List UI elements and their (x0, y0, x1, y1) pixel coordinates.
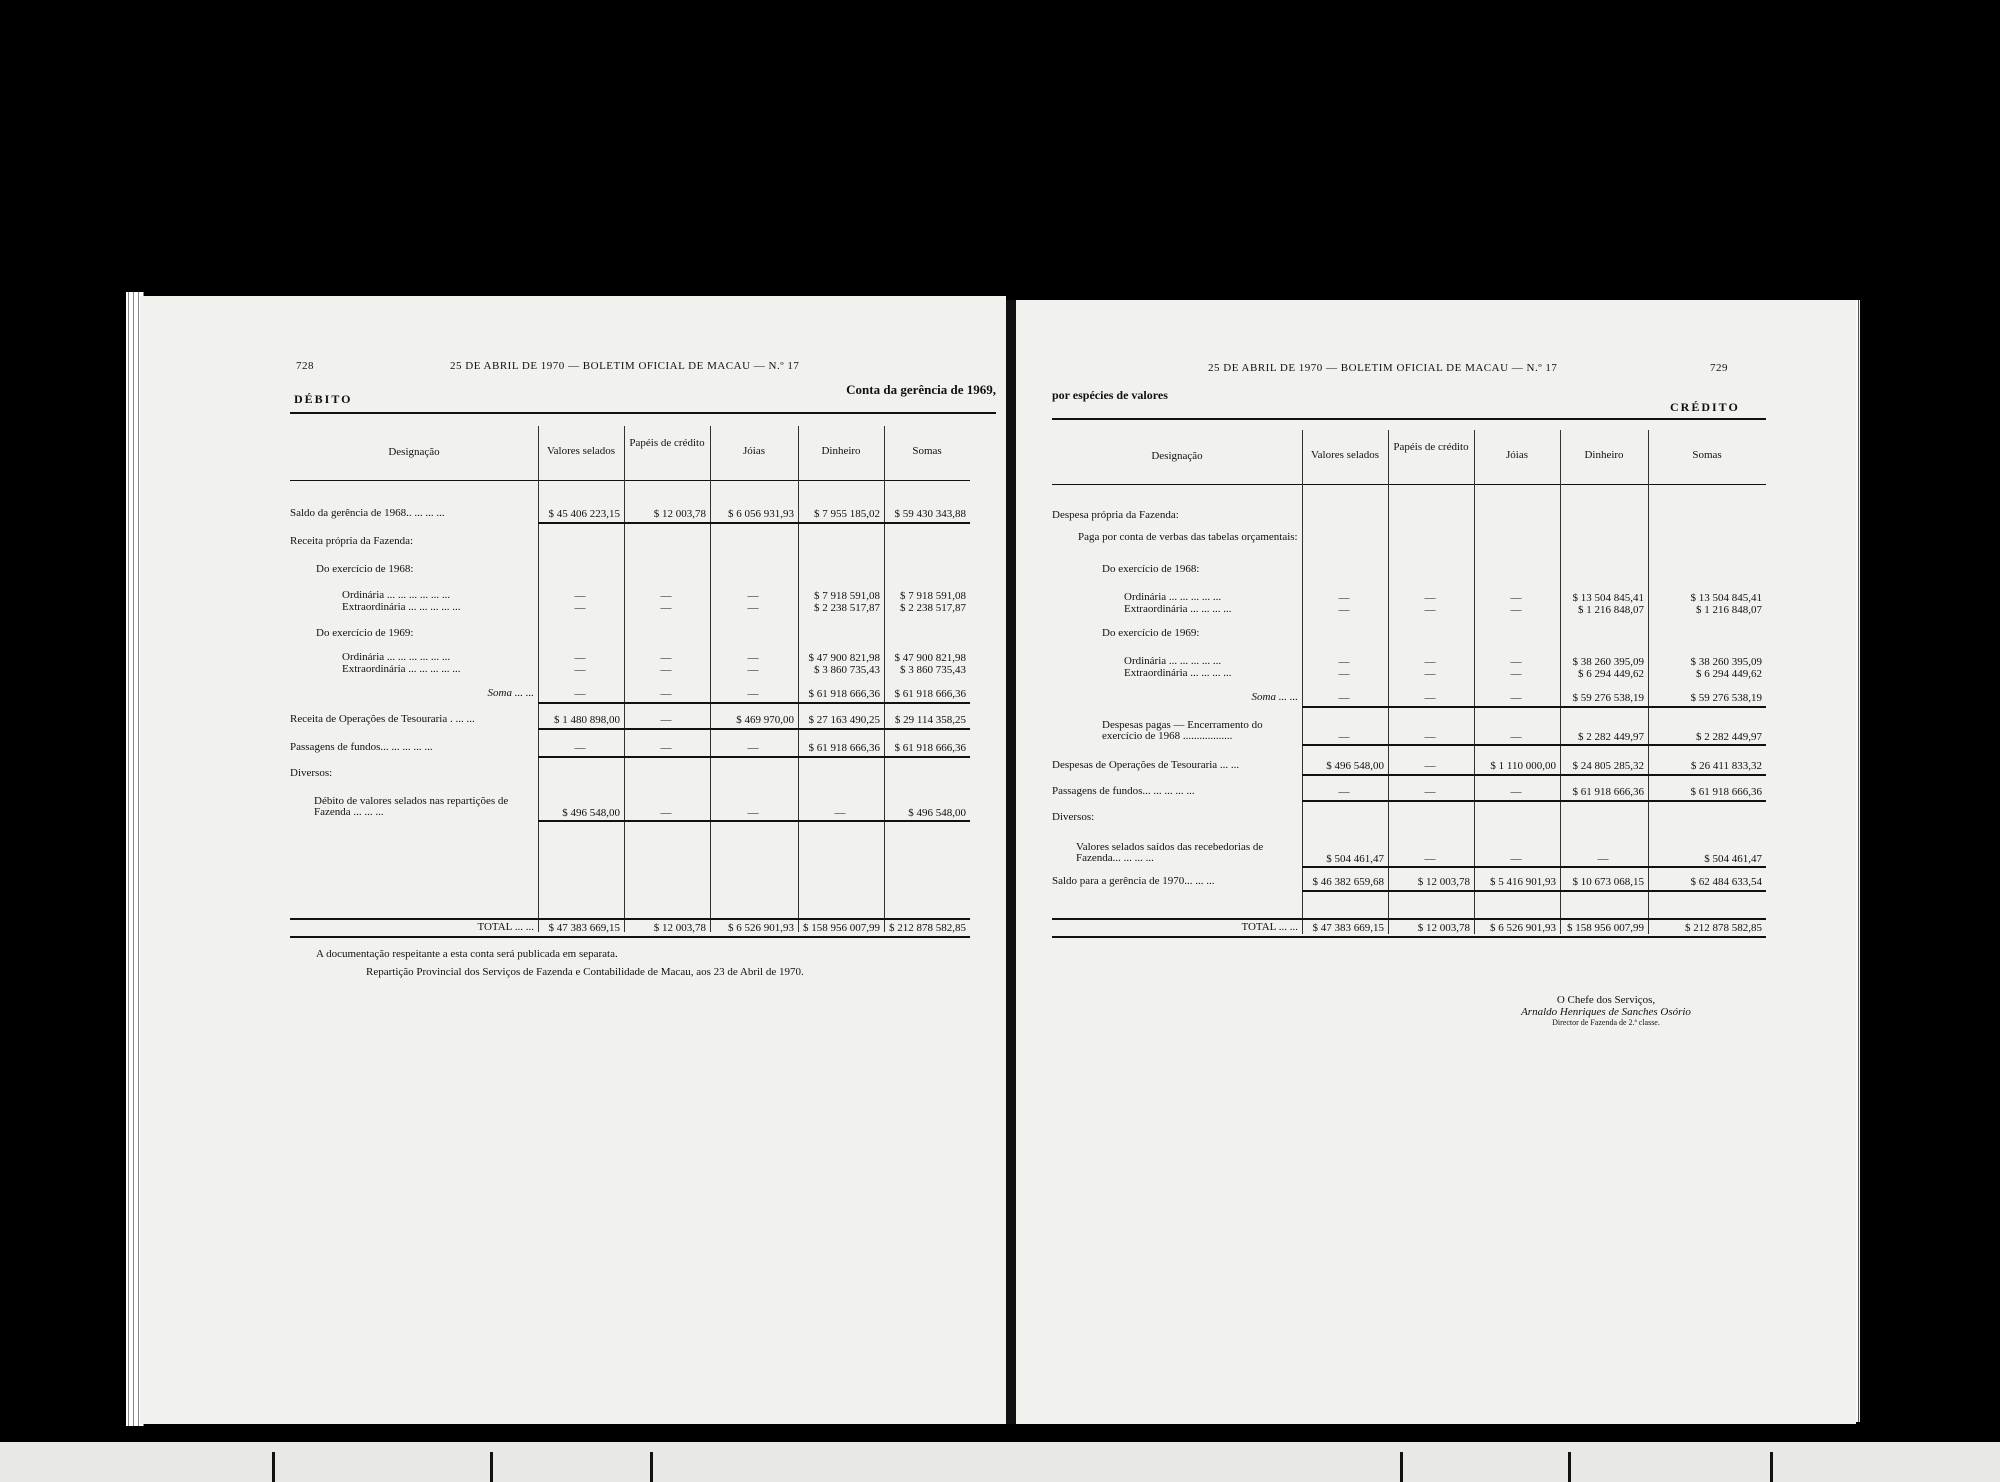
row-cell-somas: $ 59 276 538,19 (1690, 692, 1762, 704)
total-top-rule (290, 918, 970, 920)
signature-role: Director de Fazenda de 2.ª classe. (1552, 1018, 1660, 1027)
row-cell-valores: — (574, 590, 586, 602)
signature-block (1476, 994, 1736, 1027)
column-divider (1560, 430, 1561, 934)
row-label: TOTAL ... ... (1241, 921, 1298, 933)
row-cell-papeis: — (1424, 786, 1436, 798)
row-cell-dinheiro: $ 27 163 490,25 (808, 714, 880, 726)
row-cell-joias: — (1510, 656, 1522, 668)
row-cell-dinheiro: $ 61 918 666,36 (1572, 786, 1644, 798)
account-title-cont: por espécies de valores (1052, 388, 1168, 402)
row-label: Saldo da gerência de 1968.. ... ... ... (290, 507, 445, 519)
row-cell-valores: — (1338, 692, 1350, 704)
row-label: Despesas de Operações de Tesouraria ... ... (1052, 759, 1240, 771)
col-header-joias: Jóias (743, 445, 765, 457)
row-rule (1302, 744, 1766, 746)
row-cell-dinheiro: $ 7 918 591,08 (814, 590, 880, 602)
row-cell-dinheiro: $ 61 918 666,36 (808, 742, 880, 754)
row-cell-valores: $ 504 461,47 (1326, 853, 1384, 865)
row-cell-valores: — (1338, 656, 1350, 668)
column-divider (1648, 430, 1649, 934)
row-rule (538, 756, 970, 758)
row-cell-valores: — (1338, 668, 1350, 680)
row-rule (538, 728, 970, 730)
col-header-designacao: Designação (388, 446, 440, 458)
row-cell-papeis: — (1424, 731, 1436, 743)
row-label: Paga por conta de verbas das tabelas orçamentais: (1078, 531, 1298, 543)
row-cell-somas: $ 6 294 449,62 (1696, 668, 1762, 680)
header-rule (1052, 484, 1766, 485)
row-label: TOTAL ... ... (477, 921, 534, 933)
row-cell-dinheiro: $ 10 673 068,15 (1572, 876, 1644, 888)
row-cell-papeis: — (660, 688, 672, 700)
row-cell-joias: — (747, 664, 759, 676)
row-cell-joias: $ 469 970,00 (736, 714, 794, 726)
row-cell-dinheiro: $ 61 918 666,36 (808, 688, 880, 700)
row-cell-papeis: — (1424, 760, 1436, 772)
row-label: Receita própria da Fazenda: (290, 535, 414, 547)
row-label: Ordinária ... ... ... ... ... ... (342, 651, 451, 663)
row-label: Soma ... ... (1251, 691, 1298, 703)
column-divider (884, 426, 885, 932)
row-cell-papeis: $ 12 003,78 (653, 508, 706, 520)
signature-title: O Chefe dos Serviços, (1556, 994, 1656, 1006)
row-cell-somas: $ 2 282 449,97 (1696, 731, 1762, 743)
row-rule (1302, 706, 1766, 708)
row-cell-dinheiro: $ 3 860 735,43 (814, 664, 880, 676)
row-cell-dinheiro: $ 1 216 848,07 (1578, 604, 1644, 616)
row-cell-somas: $ 2 238 517,87 (900, 602, 966, 614)
row-cell-joias: — (1510, 786, 1522, 798)
row-cell-dinheiro: $ 158 956 007,99 (1567, 922, 1644, 934)
row-cell-papeis: — (1424, 853, 1436, 865)
row-cell-somas: $ 212 878 582,85 (889, 922, 966, 934)
row-cell-joias: — (747, 590, 759, 602)
credit-heading: CRÉDITO (1670, 400, 1740, 414)
place-date-note: Repartição Provincial dos Serviços de Fazenda e Contabilidade de Macau, aos 23 de Abril de 1970. (366, 966, 804, 978)
row-cell-valores: — (574, 652, 586, 664)
column-divider (1474, 430, 1475, 934)
row-cell-valores: — (1338, 592, 1350, 604)
row-cell-somas: $ 61 918 666,36 (894, 742, 966, 754)
row-cell-joias: — (747, 602, 759, 614)
row-rule (538, 522, 970, 524)
row-label: Do exercício de 1969: (316, 627, 414, 639)
row-cell-joias: $ 6 526 901,93 (1490, 922, 1556, 934)
col-header-valores: Valores selados (546, 445, 616, 457)
row-cell-papeis: — (660, 590, 672, 602)
row-cell-papeis: — (1424, 656, 1436, 668)
row-cell-joias: — (747, 807, 759, 819)
col-header-dinheiro: Dinheiro (1584, 449, 1624, 461)
row-cell-dinheiro: $ 2 282 449,97 (1578, 731, 1644, 743)
right-running-title: 25 DE ABRIL DE 1970 — BOLETIM OFICIAL DE MACAU — N.º 17 (1208, 362, 1558, 374)
row-cell-joias: — (1510, 668, 1522, 680)
debit-heading: DÉBITO (294, 392, 353, 406)
row-label: Passagens de fundos... ... ... ... ... (1052, 785, 1195, 797)
right-page (1016, 300, 1856, 1424)
row-cell-papeis: — (1424, 592, 1436, 604)
row-cell-valores: $ 47 383 669,15 (548, 922, 620, 934)
bottom-strip (0, 1442, 2000, 1482)
row-cell-somas: $ 61 918 666,36 (894, 688, 966, 700)
col-header-somas: Somas (912, 445, 942, 457)
row-cell-valores: $ 46 382 659,68 (1312, 876, 1384, 888)
left-page (140, 296, 1006, 1424)
row-label: Ordinária ... ... ... ... ... (1124, 655, 1222, 667)
column-divider (710, 426, 711, 932)
row-cell-joias: — (1510, 731, 1522, 743)
row-label: Ordinária ... ... ... ... ... (1124, 591, 1222, 603)
left-page-number: 728 (296, 360, 314, 372)
row-cell-dinheiro: — (834, 807, 846, 819)
row-cell-somas: $ 29 114 358,25 (894, 714, 966, 726)
row-cell-valores: — (1338, 786, 1350, 798)
col-header-designacao: Designação (1151, 450, 1203, 462)
row-cell-valores: $ 1 480 898,00 (554, 714, 620, 726)
row-cell-dinheiro: $ 24 805 285,32 (1572, 760, 1644, 772)
row-cell-somas: $ 212 878 582,85 (1685, 922, 1762, 934)
row-cell-dinheiro: $ 38 260 395,09 (1572, 656, 1644, 668)
row-cell-dinheiro: $ 2 238 517,87 (814, 602, 880, 614)
row-rule (1302, 800, 1766, 802)
row-cell-joias: $ 5 416 901,93 (1490, 876, 1556, 888)
row-cell-valores: — (574, 742, 586, 754)
col-header-valores: Valores selados (1310, 449, 1380, 461)
row-label: Receita de Operações de Tesouraria . ... ... (290, 713, 475, 725)
column-divider (1302, 430, 1303, 934)
row-cell-joias: — (747, 652, 759, 664)
row-cell-somas: $ 7 918 591,08 (900, 590, 966, 602)
row-cell-papeis: — (660, 807, 672, 819)
row-cell-papeis: — (660, 602, 672, 614)
row-label: Extraordinária ... ... ... ... ... (342, 601, 461, 613)
row-rule (1302, 866, 1766, 868)
account-title: Conta da gerência de 1969, (846, 382, 996, 397)
row-cell-dinheiro: $ 59 276 538,19 (1572, 692, 1644, 704)
column-divider (538, 426, 539, 932)
row-cell-valores: $ 47 383 669,15 (1312, 922, 1384, 934)
row-cell-somas: $ 38 260 395,09 (1690, 656, 1762, 668)
row-label: Passagens de fundos... ... ... ... ... (290, 741, 433, 753)
row-label: Diversos: (290, 767, 333, 779)
col-header-papeis: Papéis de crédito (1393, 441, 1469, 453)
row-cell-joias: — (747, 688, 759, 700)
row-label: Despesas pagas — Encerramento do exercício de 1968 .................. (1102, 719, 1263, 742)
column-divider (1388, 430, 1389, 934)
top-rule (290, 412, 996, 414)
row-cell-valores: — (1338, 731, 1350, 743)
right-page-number: 729 (1710, 362, 1728, 374)
row-label: Extraordinária ... ... ... ... ... (342, 663, 461, 675)
row-rule (538, 820, 970, 822)
row-cell-valores: — (1338, 604, 1350, 616)
column-divider (798, 426, 799, 932)
row-rule (538, 702, 970, 704)
total-top-rule (1052, 918, 1766, 920)
total-bottom-rule (290, 936, 970, 938)
row-label: Do exercício de 1969: (1102, 627, 1200, 639)
row-cell-papeis: — (660, 714, 672, 726)
row-cell-papeis: — (660, 664, 672, 676)
row-rule (1302, 890, 1766, 892)
row-cell-papeis: — (660, 652, 672, 664)
left-running-title: 25 DE ABRIL DE 1970 — BOLETIM OFICIAL DE MACAU — N.º 17 (450, 360, 800, 372)
total-bottom-rule (1052, 936, 1766, 938)
top-rule-right (1052, 418, 1766, 420)
row-label: Do exercício de 1968: (1102, 563, 1200, 575)
row-cell-somas: $ 496 548,00 (908, 807, 966, 819)
row-cell-joias: — (747, 742, 759, 754)
row-cell-somas: $ 47 900 821,98 (894, 652, 966, 664)
row-cell-valores: — (574, 664, 586, 676)
row-label: Do exercício de 1968: (316, 563, 414, 575)
row-label: Soma ... ... (487, 687, 534, 699)
header-rule (290, 480, 970, 481)
row-cell-dinheiro: $ 6 294 449,62 (1578, 668, 1644, 680)
row-label: Saldo para a gerência de 1970... ... ... (1052, 875, 1215, 887)
col-header-papeis: Papéis de crédito (629, 437, 705, 449)
col-header-somas: Somas (1692, 449, 1722, 461)
row-cell-papeis: $ 12 003,78 (1417, 922, 1470, 934)
row-cell-dinheiro: $ 7 955 185,02 (814, 508, 880, 520)
row-cell-valores: $ 496 548,00 (562, 807, 620, 819)
row-cell-somas: $ 61 918 666,36 (1690, 786, 1762, 798)
row-cell-joias: $ 6 526 901,93 (728, 922, 794, 934)
row-cell-somas: $ 13 504 845,41 (1690, 592, 1762, 604)
row-cell-somas: $ 59 430 343,88 (894, 508, 966, 520)
row-label: Ordinária ... ... ... ... ... ... (342, 589, 451, 601)
row-cell-joias: — (1510, 604, 1522, 616)
row-cell-papeis: — (1424, 604, 1436, 616)
row-cell-somas: $ 3 860 735,43 (900, 664, 966, 676)
row-cell-dinheiro: $ 47 900 821,98 (808, 652, 880, 664)
row-cell-dinheiro: — (1597, 853, 1609, 865)
column-divider (624, 426, 625, 932)
row-label: Extraordinária ... ... ... ... (1124, 667, 1232, 679)
row-cell-valores: $ 496 548,00 (1326, 760, 1384, 772)
row-label: Valores selados saídos das recebedorias de Fazenda... ... ... ... (1076, 841, 1264, 864)
row-label: Despesa própria da Fazenda: (1052, 509, 1179, 521)
row-cell-papeis: — (1424, 692, 1436, 704)
row-cell-valores: — (574, 688, 586, 700)
row-cell-papeis: $ 12 003,78 (653, 922, 706, 934)
row-cell-somas: $ 1 216 848,07 (1696, 604, 1762, 616)
documentation-note: A documentação respeitante a esta conta será publicada em separata. (316, 948, 618, 960)
row-cell-joias: $ 6 056 931,93 (728, 508, 794, 520)
row-cell-joias: $ 1 110 000,00 (1490, 760, 1556, 772)
row-cell-somas: $ 62 484 633,54 (1690, 876, 1762, 888)
row-cell-somas: $ 26 411 833,32 (1690, 760, 1762, 772)
row-cell-joias: — (1510, 692, 1522, 704)
row-label: Extraordinária ... ... ... ... (1124, 603, 1232, 615)
row-rule (1302, 774, 1766, 776)
row-cell-papeis: $ 12 003,78 (1417, 876, 1470, 888)
row-cell-valores: $ 45 406 223,15 (548, 508, 620, 520)
row-label: Diversos: (1052, 811, 1095, 823)
row-cell-joias: — (1510, 853, 1522, 865)
col-header-dinheiro: Dinheiro (821, 445, 861, 457)
col-header-joias: Jóias (1506, 449, 1528, 461)
row-label: Débito de valores selados nas repartições de Fazenda ... ... ... (314, 795, 509, 818)
row-cell-somas: $ 504 461,47 (1704, 853, 1762, 865)
signature-name: Arnaldo Henriques de Sanches Osório (1521, 1006, 1691, 1018)
row-cell-papeis: — (1424, 668, 1436, 680)
row-cell-joias: — (1510, 592, 1522, 604)
row-cell-dinheiro: $ 13 504 845,41 (1572, 592, 1644, 604)
row-cell-dinheiro: $ 158 956 007,99 (803, 922, 880, 934)
row-cell-papeis: — (660, 742, 672, 754)
row-cell-valores: — (574, 602, 586, 614)
